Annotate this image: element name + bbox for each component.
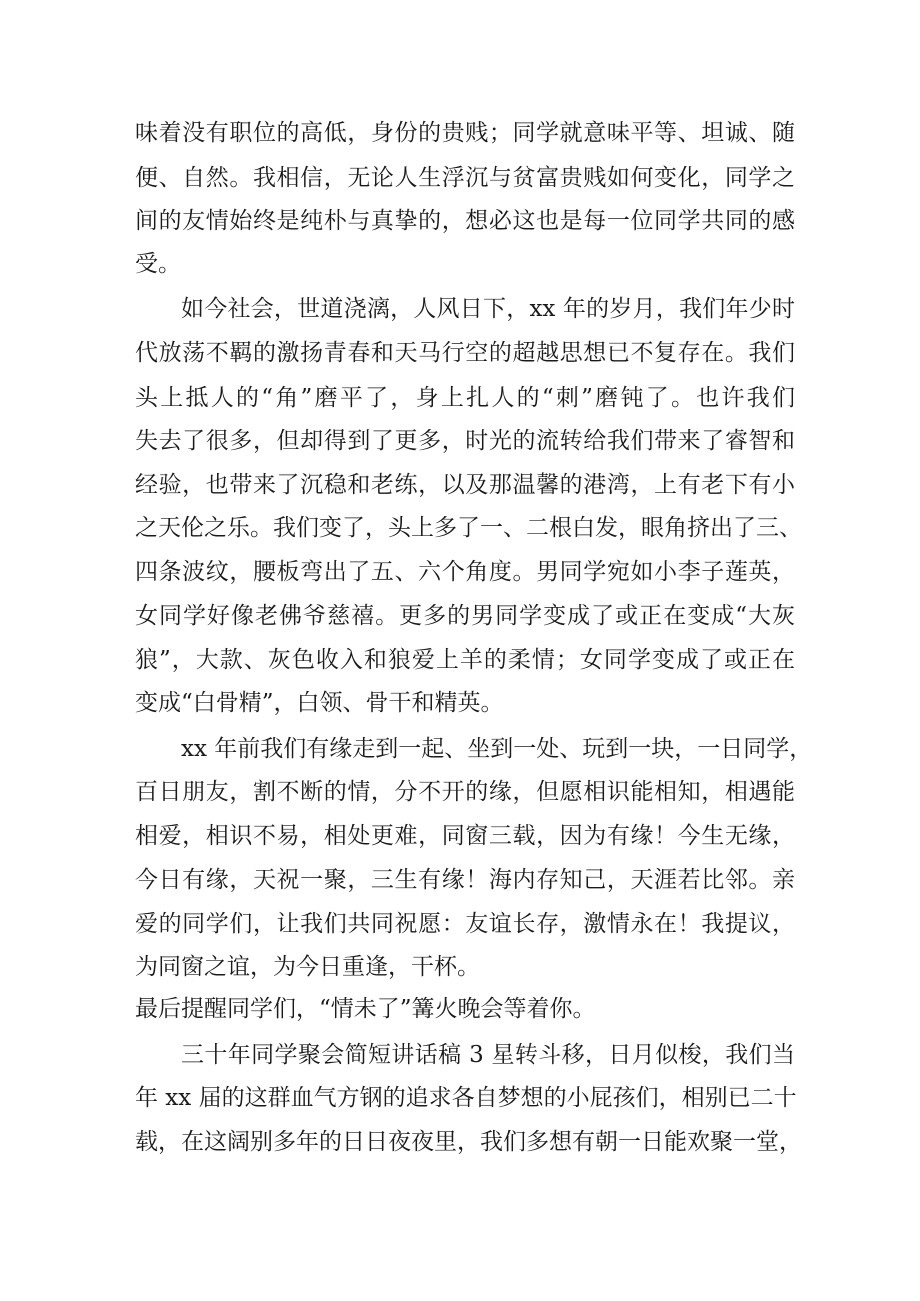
text-line: 载，在这阔别多年的日日夜夜里，我们多想有朝一日能欢聚一堂， [135,1129,802,1155]
text-line: 最后提醒同学们，“情未了”篝火晚会等着你。 [135,996,596,1022]
text-line: 三十年同学聚会简短讲话稿 3 星转斗移，日月似梭，我们当 [181,1042,795,1068]
text-line: 今日有缘，天祝一聚，三生有缘！海内存知己，天涯若比邻。亲 [135,867,795,893]
text-line: 代放荡不羁的激扬青春和天马行空的超越思想已不复存在。我们 [135,340,795,366]
text-line: 变成“白骨精”，白领、骨干和精英。 [135,690,504,716]
text-line: 头上抵人的“角”磨平了，身上扎人的“刺”磨钝了。也许我们 [135,385,795,411]
text-line: 狼”，大款、灰色收入和狼爱上羊的柔情；女同学变成了或正在 [135,647,795,673]
text-line: xx 年前我们有缘走到一起、坐到一处、玩到一块，一日同学， [181,736,813,762]
text-line: 百日朋友，割不断的情，分不开的缘，但愿相识能相知，相遇能 [135,779,795,805]
text-line: 爱的同学们，让我们共同祝愿：友谊长存，激情永在！我提议， [135,911,795,937]
text-line: 为同窗之谊，为今日重逢，干杯。 [135,954,480,980]
text-line: 失去了很多，但却得到了更多，时光的流转给我们带来了睿智和 [135,428,795,454]
text-line: 便、自然。我相信，无论人生浮沉与贫富贵贱如何变化，同学之 [135,165,795,191]
text-line: 间的友情始终是纯朴与真挚的，想必这也是每一位同学共同的感 [135,208,795,234]
text-line: 受。 [135,251,181,277]
text-line: 四条波纹，腰板弯出了五、六个角度。男同学宛如小李子莲英， [135,559,795,585]
text-line: 女同学好像老佛爷慈禧。更多的男同学变成了或正在变成“大灰 [135,603,795,629]
text-line: 经验，也带来了沉稳和老练，以及那温馨的港湾，上有老下有小 [135,472,795,498]
text-line: 之天伦之乐。我们变了，头上多了一、二根白发，眼角挤出了三、 [135,515,802,541]
text-line: 相爱，相识不易，相处更难，同窗三载，因为有缘！今生无缘， [135,823,795,849]
text-line: 如今社会，世道浇漓，人风日下，xx 年的岁月，我们年少时 [181,296,795,322]
text-line: 年 xx 届的这群血气方钢的追求各自梦想的小屁孩们，相别已二十 [135,1085,797,1111]
text-line: 味着没有职位的高低，身份的贵贱；同学就意味平等、坦诚、随 [135,120,795,146]
